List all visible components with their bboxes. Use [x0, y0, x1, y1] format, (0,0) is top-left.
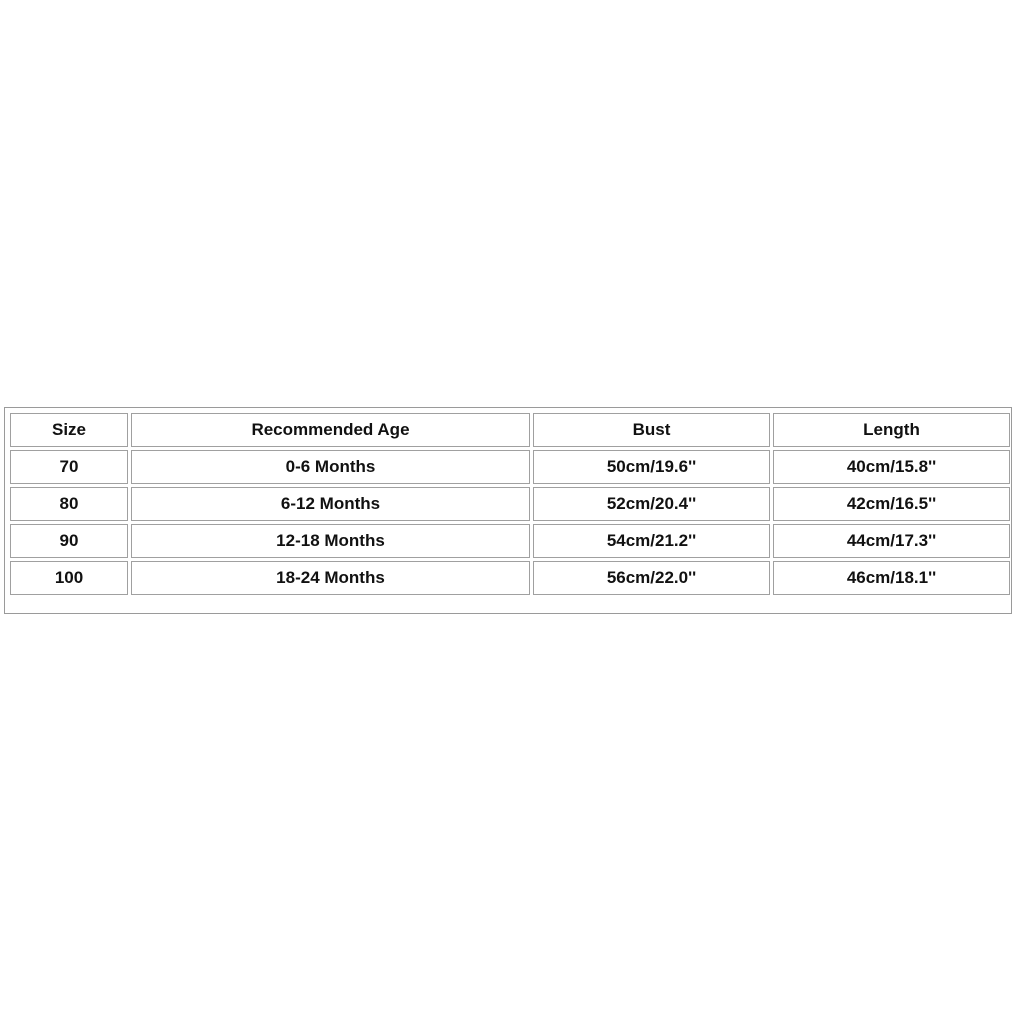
size-table — [7, 410, 1013, 598]
cell-length: 46cm/18.1'' — [773, 561, 1010, 595]
cell-age: 6-12 Months — [131, 487, 530, 521]
cell-age: 12-18 Months — [131, 524, 530, 558]
header-bust: Bust — [533, 413, 770, 447]
cell-length: 42cm/16.5'' — [773, 487, 1010, 521]
cell-age: 18-24 Months — [131, 561, 530, 595]
cell-size: 80 — [10, 487, 128, 521]
cell-length: 44cm/17.3'' — [773, 524, 1010, 558]
cell-bust: 52cm/20.4'' — [533, 487, 770, 521]
cell-size: 70 — [10, 450, 128, 484]
header-size: Size — [10, 413, 128, 447]
cell-size: 90 — [10, 524, 128, 558]
table-row — [10, 524, 1010, 558]
cell-size: 100 — [10, 561, 128, 595]
cell-bust: 54cm/21.2'' — [533, 524, 770, 558]
cell-bust: 56cm/22.0'' — [533, 561, 770, 595]
table-row — [10, 561, 1010, 595]
header-length: Length — [773, 413, 1010, 447]
header-recommended-age: Recommended Age — [131, 413, 530, 447]
cell-length: 40cm/15.8'' — [773, 450, 1010, 484]
table-row — [10, 450, 1010, 484]
cell-age: 0-6 Months — [131, 450, 530, 484]
table-header-row — [10, 413, 1010, 447]
cell-bust: 50cm/19.6'' — [533, 450, 770, 484]
table-row — [10, 487, 1010, 521]
size-chart — [4, 407, 1012, 614]
